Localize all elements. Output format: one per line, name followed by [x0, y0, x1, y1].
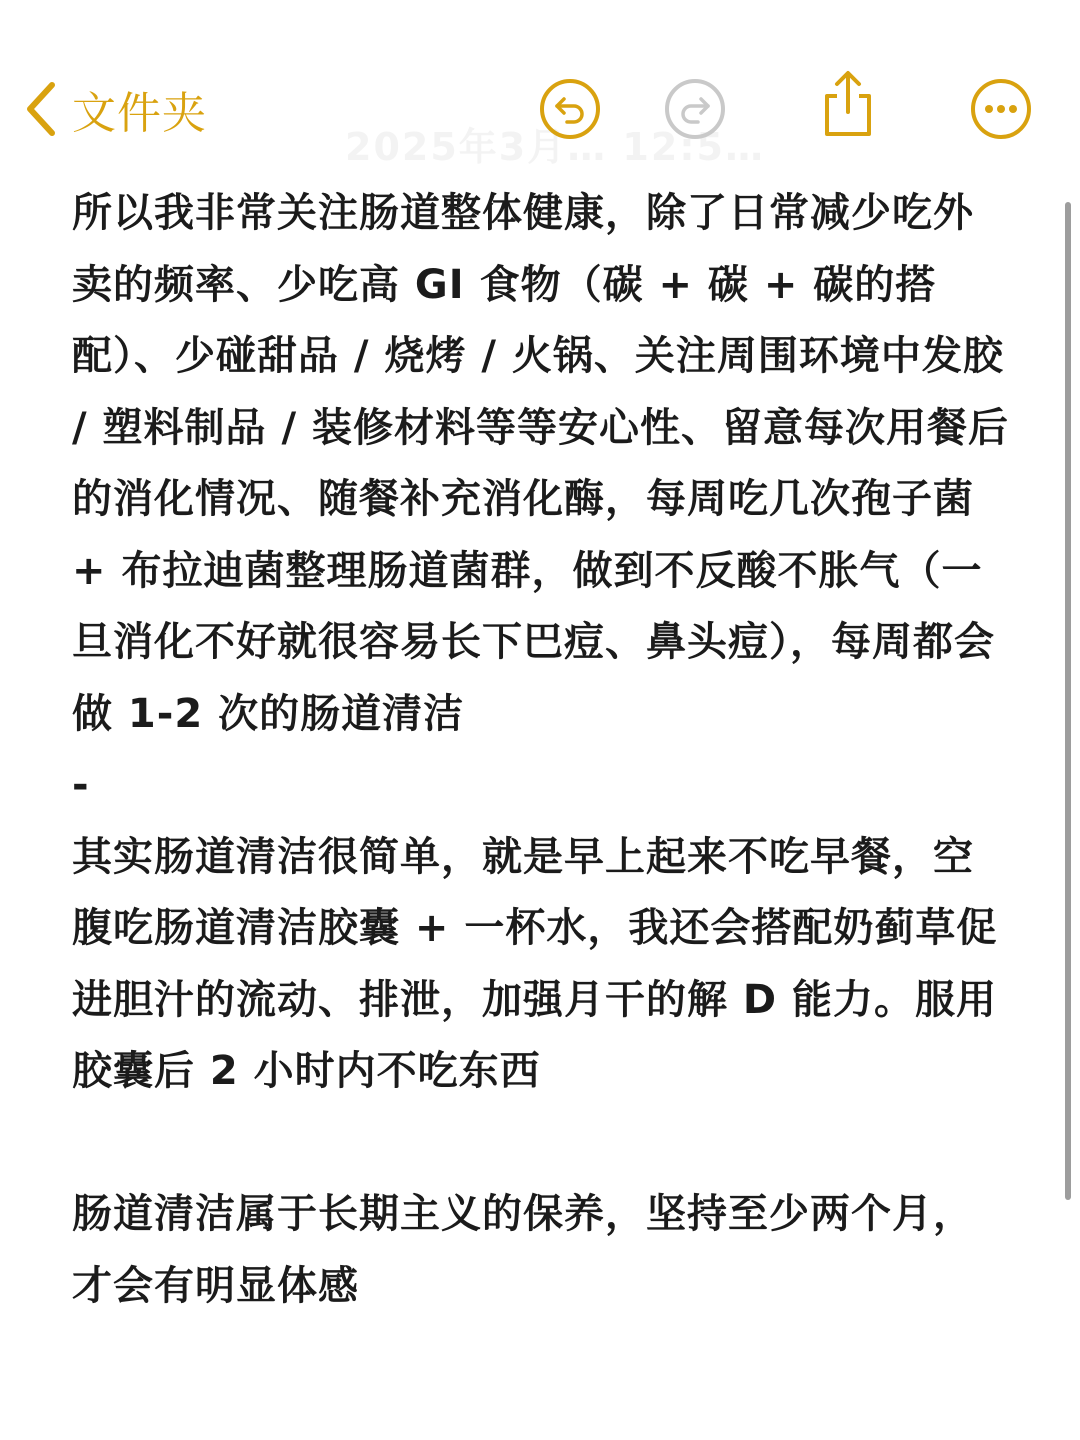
navigation-bar: [0, 60, 1080, 169]
back-label: 文件夹: [72, 88, 207, 139]
note-date-faded: 2025年3月… 12:5…: [345, 125, 765, 169]
chevron-left-icon: [22, 80, 58, 138]
back-button[interactable]: [22, 76, 207, 142]
blank-line: [72, 1108, 1012, 1180]
scrollbar[interactable]: [1065, 202, 1071, 1200]
note-paragraph: 其实肠道清洁很简单，就是早上起来不吃早餐，空腹吃肠道清洁胶囊 + 一杯水，我还会搭配奶蓟草促进胆汁的流动、排泄，加强月干的解 D 能力。服用胶囊后 2 小时内不吃东西: [72, 833, 998, 1094]
more-button[interactable]: [970, 78, 1032, 140]
note-separator: -: [72, 762, 90, 808]
redo-icon: [664, 78, 726, 140]
undo-button[interactable]: [539, 78, 601, 140]
note-body[interactable]: [72, 178, 1019, 1322]
note-paragraph: 所以我非常关注肠道整体健康，除了日常减少吃外卖的频率、少吃高 GI 食物（碳 + 碳 + 碳的搭配）、少碰甜品 / 烧烤 / 火锅、关注周围环境中发胶 / 塑料制品 / 装修材料等等安心性、留意每次用餐后的消化情况、随餐补充消化酶，每周吃几次孢子菌 + 布拉迪菌整理肠道菌群，做到不反酸不胀气（一旦消化不好就很容易长下巴痘、鼻头痘），每周都会做 1-2 次的肠道清洁: [72, 190, 1019, 737]
undo-icon: [539, 78, 601, 140]
more-icon: [970, 78, 1032, 140]
share-icon: [817, 68, 879, 138]
note-paragraph: 肠道清洁属于长期主义的保养，坚持至少两个月，才会有明显体感: [72, 1191, 974, 1309]
share-button[interactable]: [817, 72, 879, 134]
redo-button[interactable]: [664, 78, 726, 140]
